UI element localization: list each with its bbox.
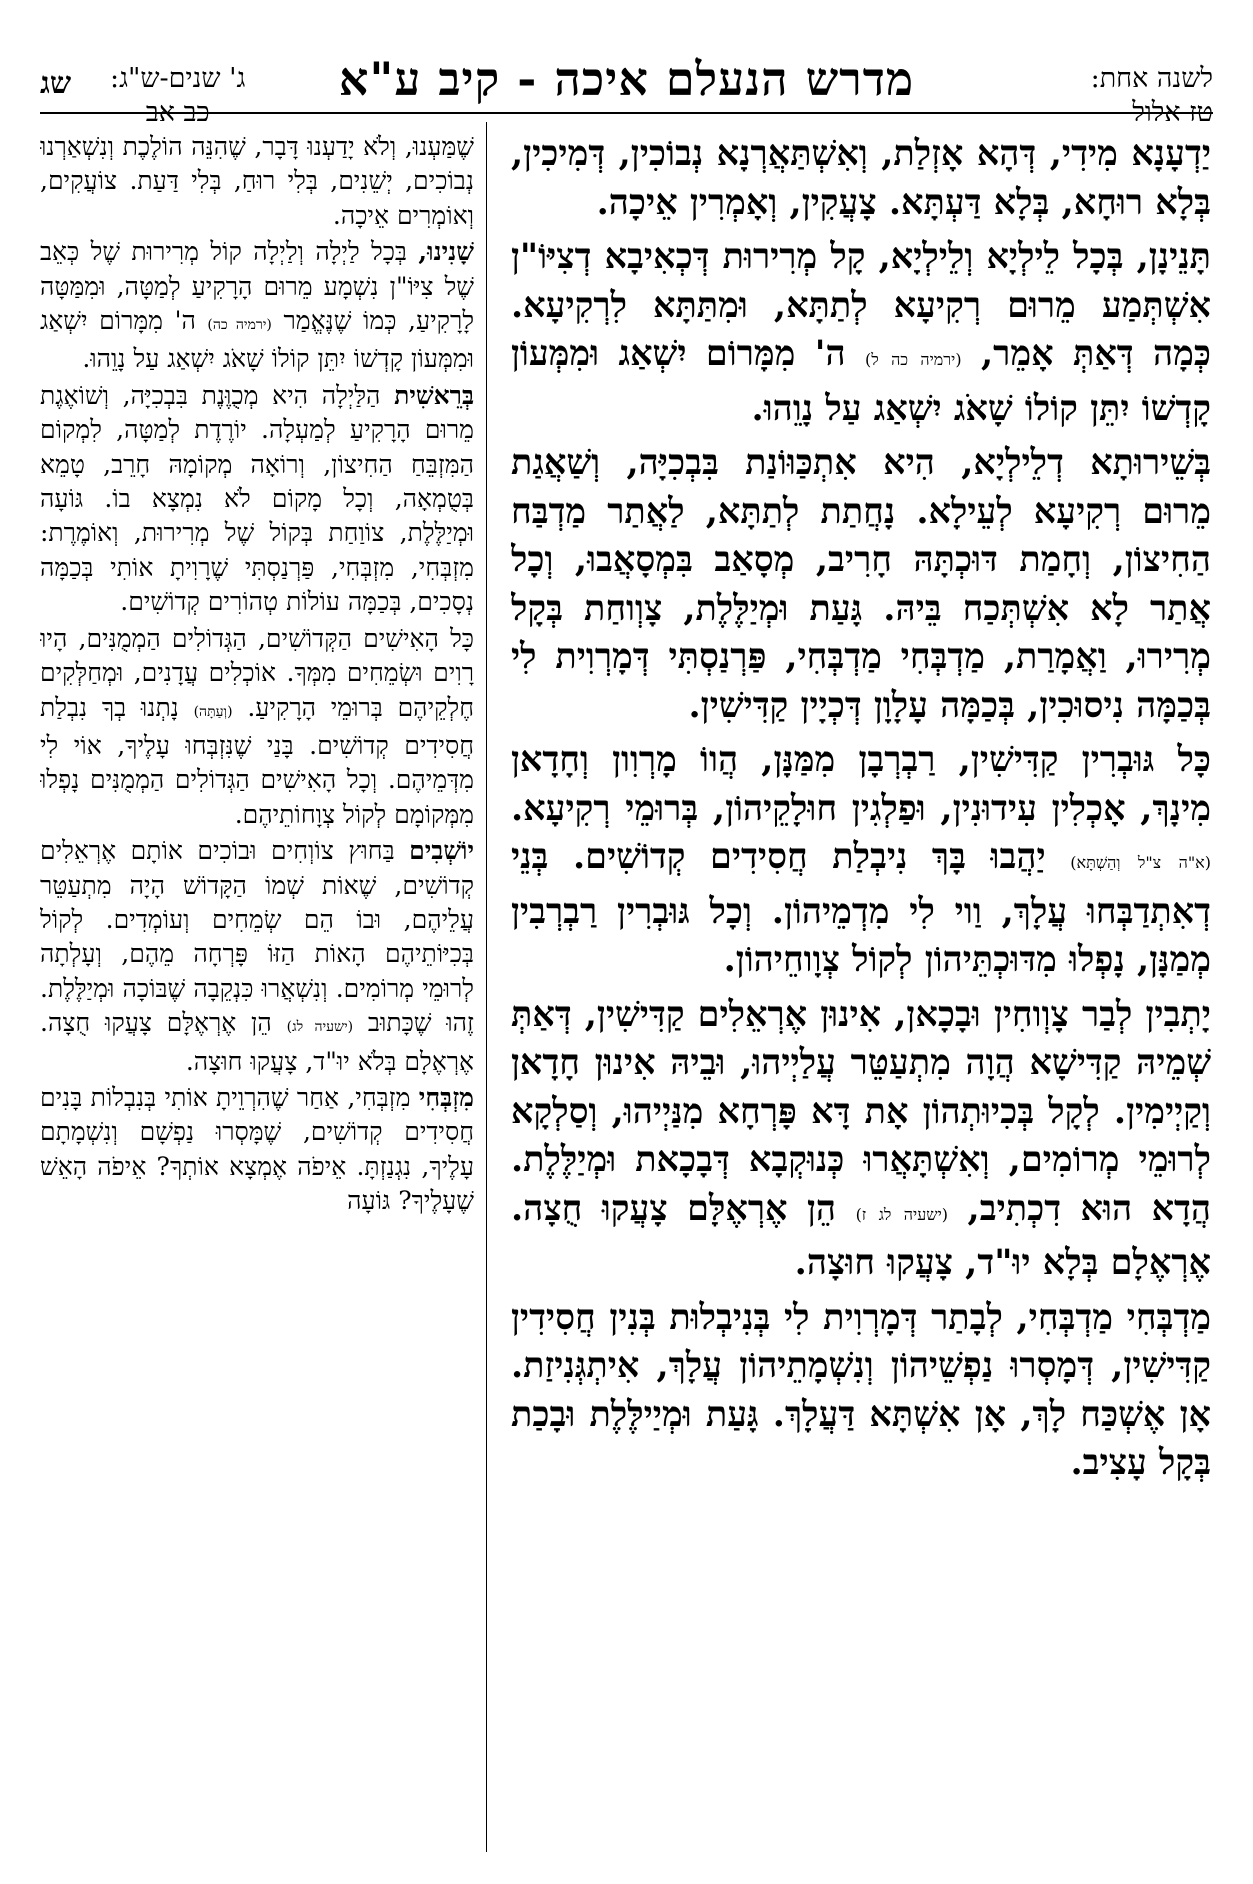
daily-schedule-three-years	[110, 62, 245, 130]
side-paragraph	[40, 622, 474, 832]
main-text: תָּנֵינָן, בְּכָל לֵילְיָא וְלֵילְיָא, קָל מְרִירוּת דְּכְאִיבָא דְצִיּוֹ"ן אִשְׁתְּמַע מֵרוּם רְקִיעָא לְתַתָּא, וּמִתַּתָּא לִרְקִיעָא. כְּמָה דְּאַתְּ אָמֵר,	[511, 236, 1211, 374]
side-text: בַּחוּץ צוֹוְחִים וּבוֹכִים אוֹתָם אֶרְאֵלִים קְדוֹשִׁים, שֶׁאוֹת שְׁמוֹ הַקָּדוֹשׁ הָיָה מִתְעַטֵּר עֲלֵיהֶם, וּבוֹ הֵם שְׂמֵחִים וְעוֹמְדִים. לְקוֹל בְּכִיּוֹתֵיהֶם הָאוֹת הַזּוֹ פָּרְחָה מֵהֶם, וְעָלְתָה לְרוּמֵי מְרוֹמִים. וְנִשְׁאֲרוּ כִּנְקֵבָה שֶׁבּוֹכָה וּמְיַלֶּלֶת. זֶהוּ שֶׁכָּתוּב	[40, 836, 474, 1038]
side-text: כָּל הָאִישִׁים הַקְּדוֹשִׁים, הַגְּדוֹלִים הַמְמֻנִּים, הָיוּ רָוִים וּשְׂמֵחִים מִמְּךָ. אוֹכְלִים עֲדָנִים, וּמְחַלְּקִים חֶלְקֵיהֶם בְּרוּמֵי הָרָקִיעַ.	[40, 623, 474, 722]
verse-reference: (ירמיה כה)	[207, 317, 272, 334]
main-text: ה' מִמָּרוֹם יִשְׁאַג וּמִמְּעוֹן קָדְשׁוֹ יִתֵּן קוֹלוֹ שָׁאֹג יִשְׁאַג עַל נָוֵהוּ.	[511, 333, 1211, 429]
side-paragraph	[40, 834, 474, 1079]
side-text: נָתְנוּ בְךָ נִבְלַת חֲסִידִים קְדוֹשִׁים. בָּנַי שֶׁנִּזְבְּחוּ עָלֶיךָ, אוֹי לִי מִדְּמֵיהֶם. וְכָל הָאִישִׁים הַגְּדוֹלִים הַמְמֻנִּים נָפְלוּ מִמְּקוֹמָם לְקוֹל צְוָחוֹתֵיהֶם.	[40, 692, 474, 829]
schedule-one-year-label: לשנה אחת:	[1090, 63, 1213, 94]
main-paragraph: מַדְבְּחִי מַדְבְּחִי, לְבָתַר דְּמָרְוִית לִי בְּנִיבְלוּת בְּנִין חֲסִידִין קַדִּישִׁין, דְּמָסְרוּ נַפְשֵׁיהוֹן וְנִשְׁמָתֵיהוֹן עֲלָךְ, אִיתְגְּנִיזַת. אָן אֶשְׁכַּח לָךְ, אָן אִשְׁתָּא דַּעֲלָךְ. גָּעַת וּמְיַילֶּלֶת וּבָכַת בְּקָל עָצִיב.	[511, 1296, 1211, 1483]
main-text: כָּל גּוּבְרִין קַדִּישִׁין, רַבְרְבָן מִמַּנָּן, הֲווֹ מָרְוִון וְחָדָאן מִינָךְ, אָכְלִין עִידוּנִין, וּפַלְגִין חוּלָקֵיהוֹן, בְּרוּמֵי רְקִיעָא.	[511, 739, 1211, 829]
paragraph-lead-word: בְּרֵאשִׁית	[394, 380, 474, 410]
page-number: שג	[40, 66, 72, 101]
main-text: יָתְבִין לְבַר צָוְוחִין וּבָכָאן, אִינוּן אֶרְאֵלִים קַדִּישִׁין, דְּאַתְּ שְׁמֵיהּ קַדִּישָׁא הֲוָה מִתְעַטֵּר עֲלַיְיהוּ, וּבֵיהּ אִינוּן חָדָאן וְקַיְימִין. לְקָל בְּכִיוּתְהוֹן אָת דָּא פָּרְחָא מִנַּיְיהוּ, וְסַלְקָא לְרוּמֵי מְרוֹמִים, וְאִשְׁתָּאֲרוּ כְּנוּקְבָא דְּבָכָאת וּמְיַלֶּלֶת. הֲדָא הוּא דִכְתִיב,	[511, 993, 1211, 1229]
paragraph-lead-word: יוֹשְׁבִים	[409, 836, 474, 866]
editor-note: (וְעַתָּה)	[193, 703, 233, 720]
main-text: הֵן אֶרְאֶלָּם צָעֲקוּ חֻצָה. אֶרְאֶלָם בְּלָא יוּ"ד, צָעֲקוּ חוּצָה.	[511, 1187, 1211, 1283]
schedule-one-year-date: טז אלול	[1132, 97, 1213, 128]
main-paragraph	[511, 233, 1211, 433]
page-title: מדרש הנעלם איכה - קיב ע"א	[338, 52, 915, 106]
side-text: הַלַּיְלָה הִיא מְכֻוֶּנֶת בִּבְכִיָּה, וְשׁוֹאֶגֶת מֵרוּם הָרָקִיעַ לְמַעְלָה. יוֹרֶדֶת לְמַטָּה, לִמְקוֹם הַמִּזְבֵּחַ הַחִיצוֹן, וְרוֹאָה מְקוֹמָהּ חָרֵב, טָמֵא בְּטֻמְאָה, וְכָל מָקוֹם לֹא נִמְצָא בוֹ. גּוֹעָה וּמְיַלֶּלֶת, צוֹוַחַת בְּקוֹל שֶׁל מְרִירוּת, וְאוֹמֶרֶת: מִזְבְּחִי, מִזְבְּחִי, פַּרְנַסְתִּי שֶׁרָוִיתָ אוֹתִי בְּכַמָּה נְסָכִים, בְּכַמָּה עוֹלוֹת טְהוֹרִים קְדוֹשִׁים.	[40, 380, 474, 617]
main-aramaic-column	[511, 130, 1211, 1850]
side-text: הֵן אֶרְאֶלָּם צָעֲקוּ חֻצָה. אֶרְאֶלָם בְּלֹא יוּ"ד, צָעֲקוּ חוּצָה.	[40, 1008, 474, 1076]
header-rule	[40, 112, 1213, 114]
side-paragraph: שֶׁמַּעְנוּ, וְלֹא יָדַעְנוּ דָּבָר, שֶׁהִנֵּה הוֹלֶכֶת וְנִשְׁאַרְנוּ נְבוֹכִים, יְשֵׁנִים, בְּלִי רוּחַ, בְּלִי דַּעַת. צוֹעֲקִים, וְאוֹמְרִים אֵיכָה.	[40, 132, 474, 230]
verse-reference: (ירמיה כה ל)	[865, 350, 962, 369]
main-paragraph	[511, 991, 1211, 1288]
side-paragraph	[40, 379, 474, 620]
schedule-three-years-label: ג' שנים-ש"ג:	[110, 63, 246, 94]
editor-note: (א"ה צ"ל וְהַשְׁתָּא)	[1070, 853, 1211, 872]
hebrew-translation-column	[40, 130, 474, 1850]
side-paragraph	[40, 1081, 474, 1219]
main-paragraph: יַדְעָנָא מִידִי, דְּהָא אָזְלַת, וְאִשְׁתַּאֲרְנָא נְבוֹכִין, דְּמִיכִין, בְּלָא רוּחָא, בְּלָא דַּעְתָּא. צָעֲקִין, וְאָמְרִין אֵיכָה.	[511, 133, 1211, 223]
main-text: יַהֲבוּ בָּךְ נִיבְלַת חֲסִידִים קְדוֹשִׁים. בְּנֵי דְאִתְדַבְּחוּ עֲלָךְ, וַוי לִי מִדְמֵיהוֹן. וְכָל גּוּבְרִין רַבְרְבִין מְמַנָּן, נָפְלוּ מִדּוּכְתֵּיהוֹן לְקוֹל צְוָוחֵיהוֹן.	[511, 836, 1211, 980]
main-paragraph	[511, 736, 1211, 985]
column-divider	[486, 122, 487, 1852]
paragraph-lead-word: מִזְבְּחִי	[418, 1082, 474, 1112]
side-text: מִזְבְּחִי, אַחַר שֶׁהִרְוֵיתָ אוֹתִי בְּנִבְלוֹת בָּנִים חֲסִידִים קְדוֹשִׁים, שֶׁמָּסְרוּ נַפְשָׁם וְנִשְׁמָתָם עָלֶיךָ, נִגְנַזְתָּ. אֵיפֹה אֶמְצָא אוֹתְךָ? אֵיפֹה הָאֵשׁ שֶׁעָלֶיךָ? גּוֹעָה	[40, 1082, 474, 1216]
verse-reference: (ישעיה לג ז)	[855, 1204, 949, 1224]
side-text: ה' מִמָּרוֹם יִשְׁאַג וּמִמְּעוֹן קָדְשׁוֹ יִתֵּן קוֹלוֹ שָׁאֹג יִשְׁאַג עַל נָוֵהוּ.	[40, 306, 474, 374]
main-paragraph: בְּשֵׁירוּתָא דְלֵילְיָא, הִיא אִתְכַּוּוֹנַת בִּבְכִיָּה, וְשַׁאֲגַת מֵרוּם רְקִיעָא לְעֵילָא. נָחֲתַת לְתַתָּא, לַאֲתַר מַדְבַּח הַחִיצוֹן, וְחָמַת דּוּכְתָּהּ חָרִיב, מְסָאַב בִּמְסָאֲבוּ, וְכָל אֲתַר לָא אִשְׁתְּכַח בֵּיהּ. גָּעַת וּמְיַלֶּלֶת, צָוְוחַת בְּקָל מְרִירוּ, וַאֲמָרַת, מַדְבְּחִי מַדְבְּחִי, פַּרְנַסְתִּי דְּמָרְוִית לִי בְּכַמָּה נִיסוּכִין, בְּכַמָּה עָלָוָן דְּכְיָין קַדִּישִׁין.	[511, 442, 1211, 726]
verse-reference: (ישעיה לג)	[286, 1019, 354, 1036]
side-text: בְּכָל לַיְלָה וְלַיְלָה קוֹל מְרִירוּת שֶׁל כְּאֵב שֶׁל צִיּוֹ"ן נִשְׁמָע מֵרוּם הָרָקִיעַ לְמַטָּה, וּמִמַּטָּה לָרָקִיעַ, כְּמוֹ שֶׁנֶּאֱמַר	[40, 237, 474, 336]
paragraph-lead-word: שָׁנִינוּ,	[418, 237, 474, 267]
side-paragraph	[40, 235, 474, 377]
page-header	[40, 22, 1213, 128]
schedule-three-years-date: כב אב	[145, 97, 210, 128]
